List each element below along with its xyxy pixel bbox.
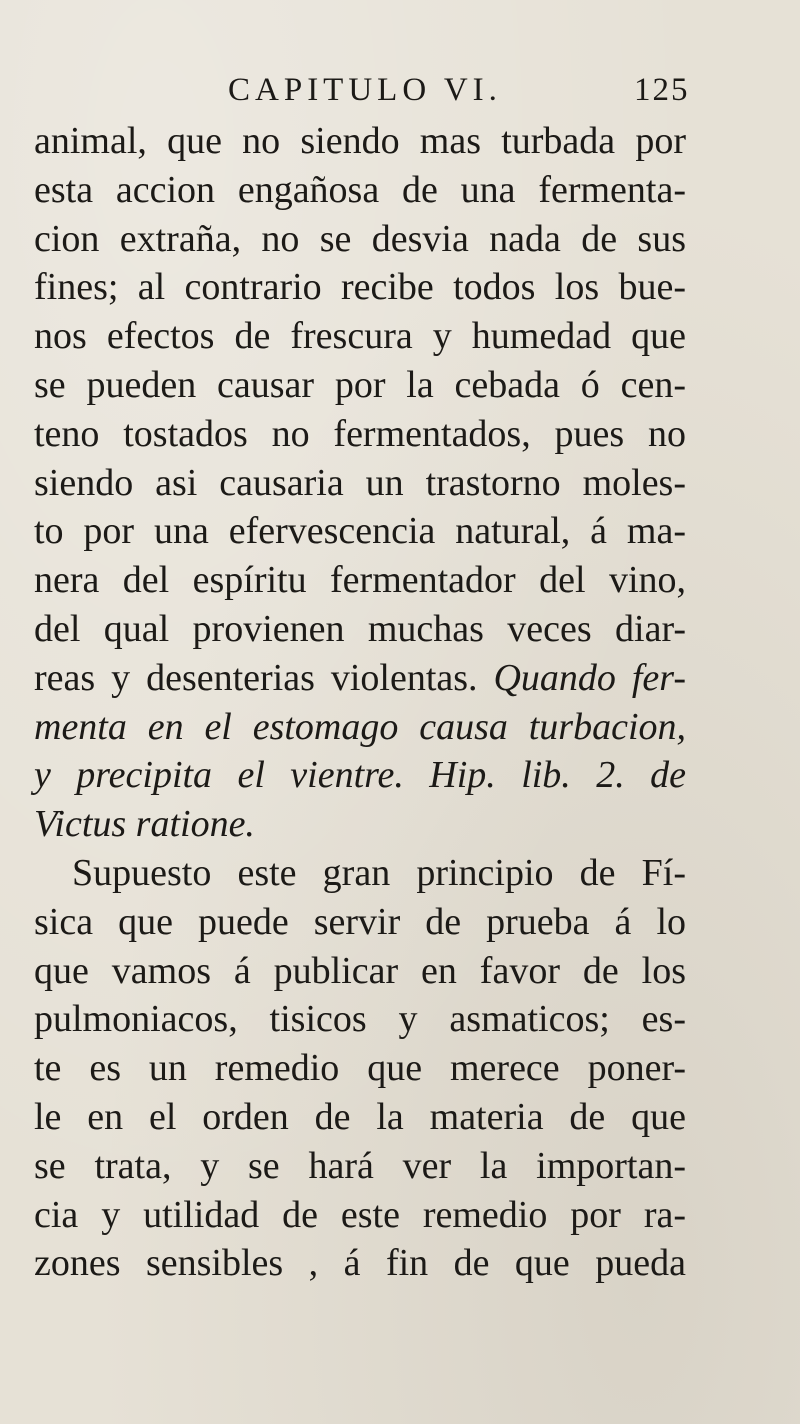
chapter-heading: CAPITULO VI. (228, 72, 502, 108)
text-line: fines; al contrario recibe todos los bue- (34, 266, 686, 309)
text-line: se trata, y se hará ver la importan- (34, 1144, 686, 1187)
text-line: to por una efervescencia natural, á ma- (34, 510, 686, 553)
text-line-roman: reas y desenterias violentas. (34, 656, 478, 699)
text-line: le en el orden de la materia de que (34, 1095, 686, 1138)
text-line: nera del espíritu fermentador del vino, (34, 559, 686, 602)
text-line: cia y utilidad de este remedio por ra- (34, 1193, 686, 1236)
text-line: cion extraña, no se desvia nada de sus (34, 217, 686, 260)
paragraph-start-line: Supuesto este gran principio de Fí- (72, 851, 686, 894)
page-number: 125 (634, 72, 690, 108)
italic-quote-line: Victus ratione. (34, 803, 255, 846)
text-line: esta accion engañosa de una fermenta- (34, 168, 686, 211)
text-line: pulmoniacos, tisicos y asmaticos; es- (34, 998, 686, 1041)
text-line: zones sensibles , á fin de que pueda (34, 1242, 686, 1285)
text-line: teno tostados no fermentados, pues no (34, 412, 686, 455)
text-line: animal, que no siendo mas turbada por (34, 120, 686, 162)
text-line (34, 654, 686, 703)
text-line: te es un remedio que merece poner- (34, 1047, 686, 1090)
text-line: siendo asi causaria un trastorno moles- (34, 461, 686, 504)
text-line: sica que puede servir de prueba á lo (34, 900, 686, 943)
italic-quote-line: menta en el estomago causa turbacion, (34, 705, 686, 748)
italic-quote-line: y precipita el vientre. Hip. lib. 2. de (34, 754, 686, 797)
italic-quote-start: Quando fer- (493, 656, 686, 699)
text-line: se pueden causar por la cebada ó cen- (34, 363, 686, 406)
running-head (0, 70, 800, 110)
text-line: que vamos á publicar en favor de los (34, 949, 686, 992)
body-text (34, 117, 686, 1288)
text-line: del qual provienen muchas veces diar- (34, 607, 686, 650)
text-line: nos efectos de frescura y humedad que (34, 315, 686, 358)
